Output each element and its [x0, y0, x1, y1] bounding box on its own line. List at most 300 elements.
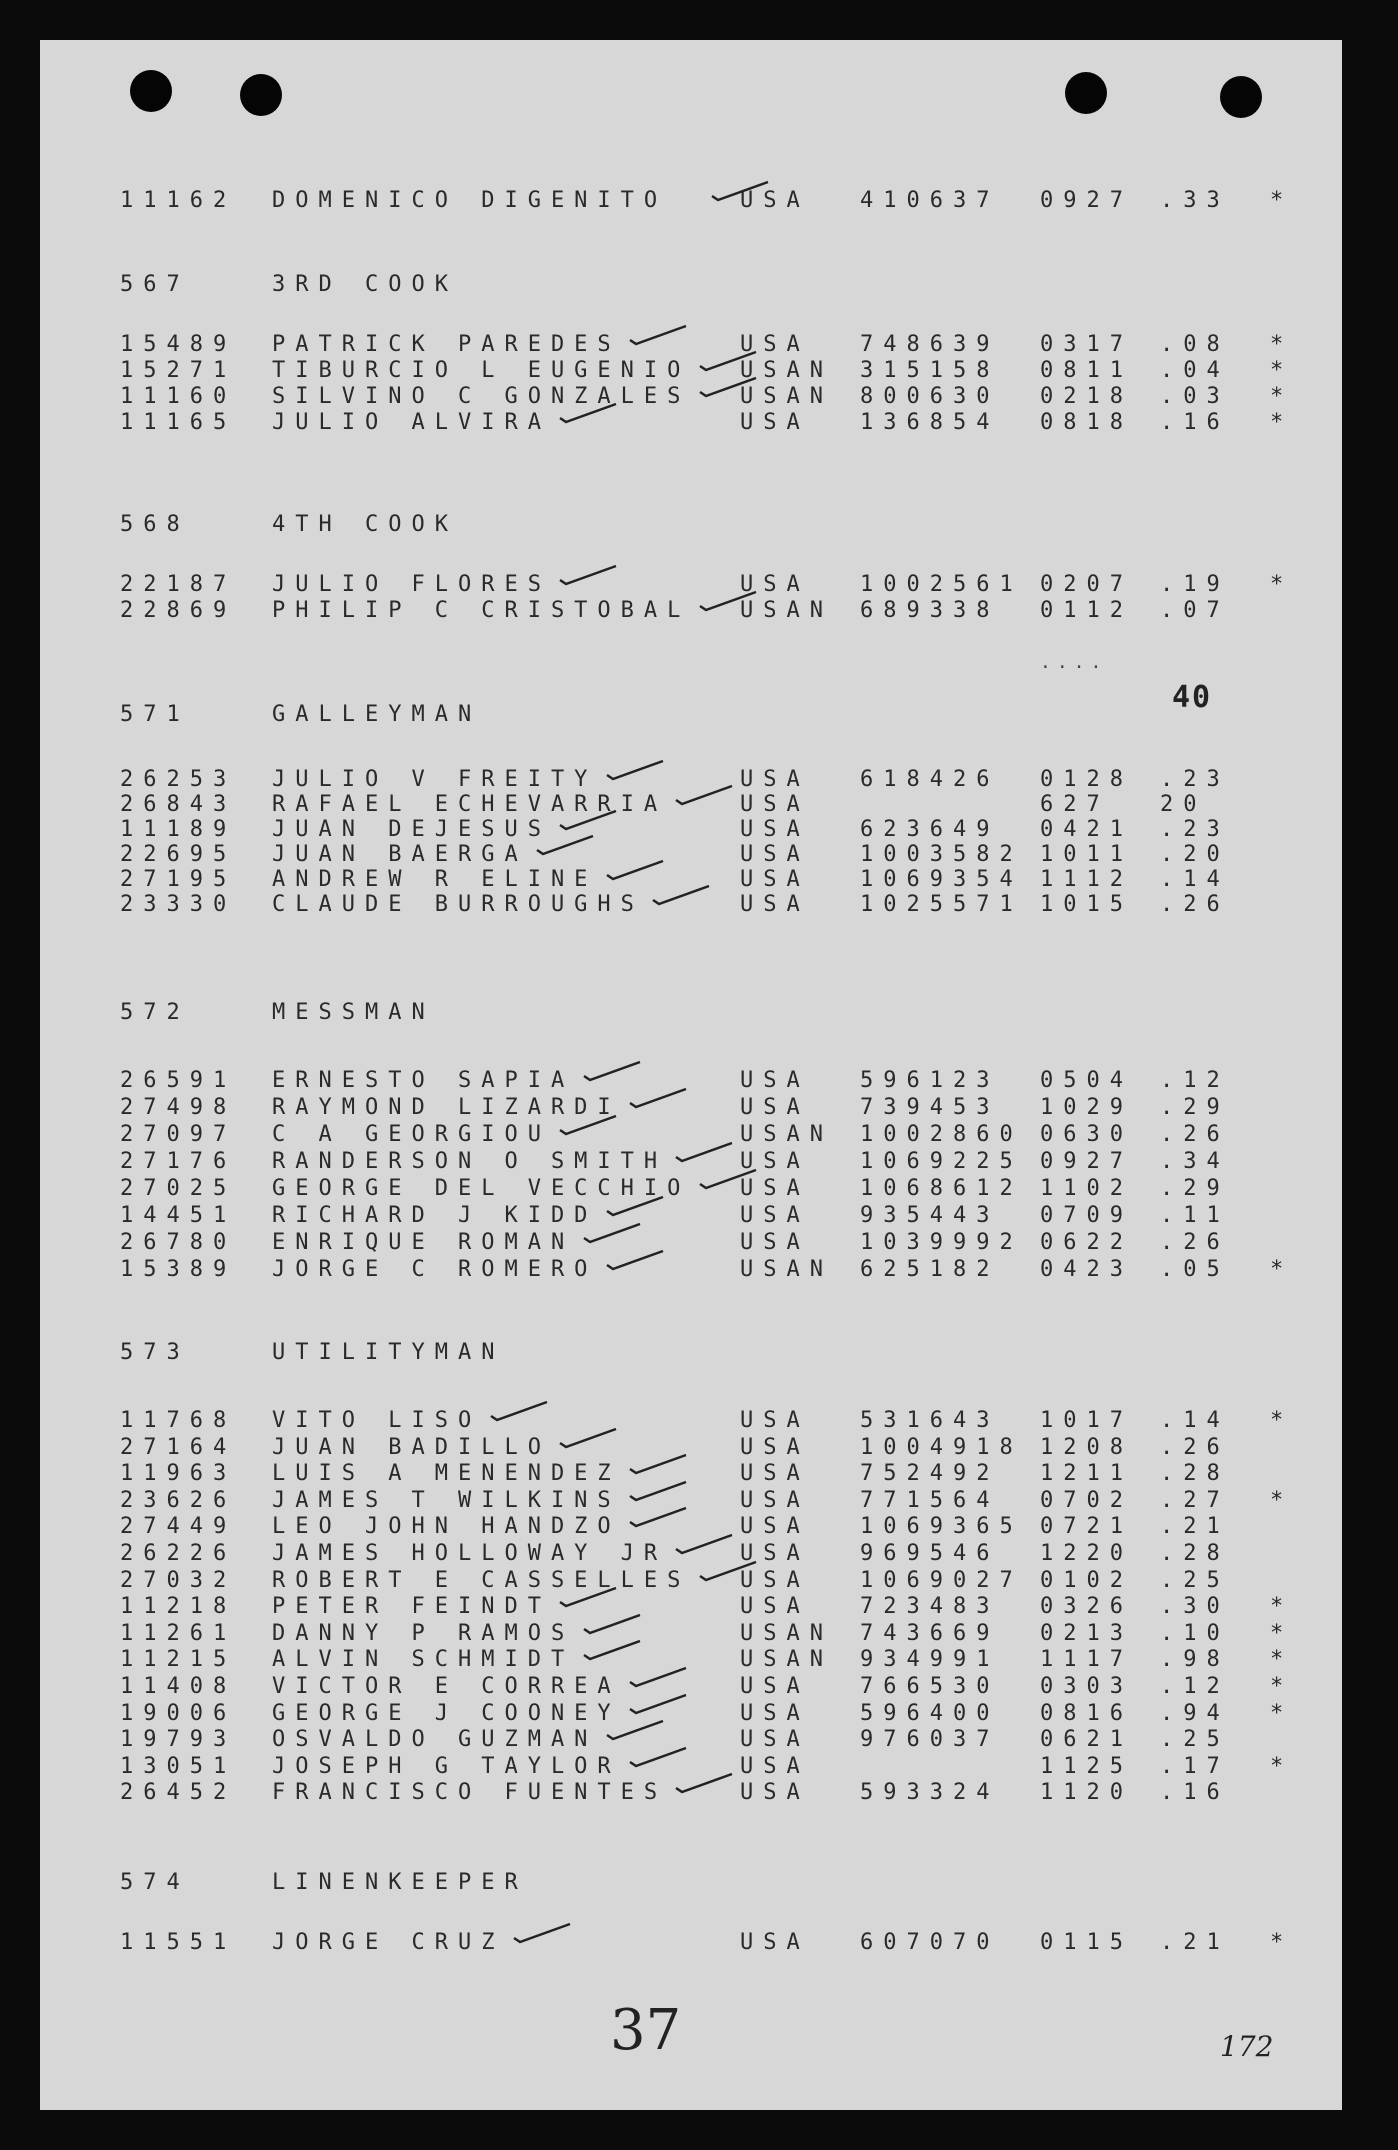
row-date: 0621: [1040, 1727, 1133, 1753]
row-cit: USA: [740, 1203, 810, 1228]
row-star: *: [1270, 1647, 1284, 1673]
row-date: 0622: [1040, 1230, 1133, 1255]
row-id: 1069225: [860, 1149, 1023, 1174]
checkmark-icon: [558, 562, 618, 586]
row-id: 1069354: [860, 867, 1023, 892]
row-id: 935443: [860, 1203, 1000, 1228]
row-name: LUIS A MENENDEZ: [272, 1461, 621, 1487]
row-id: 739453: [860, 1095, 1000, 1120]
row-star: *: [1270, 358, 1284, 383]
row-name: JUAN BADILLO: [272, 1434, 551, 1460]
row-id: 1025571: [860, 892, 1023, 917]
checkmark-icon: [628, 1744, 688, 1768]
row-name: PETER FEINDT: [272, 1594, 551, 1620]
row-id: 315158: [860, 358, 1000, 383]
row-rate: .30: [1160, 1594, 1230, 1620]
row-rate: .23: [1160, 817, 1230, 842]
row-id: 1003582: [860, 842, 1023, 867]
row-rate: .26: [1160, 892, 1230, 917]
row-id: 1069365: [860, 1514, 1023, 1540]
checkmark-icon: [651, 882, 711, 906]
row-rate: .23: [1160, 767, 1230, 792]
row-id: 1002860: [860, 1122, 1023, 1147]
checkmark-icon: [582, 1220, 642, 1244]
checkmark-icon: [605, 757, 665, 781]
row-num: 19793: [120, 1727, 237, 1753]
row-num: 27097: [120, 1122, 237, 1147]
section-title: 4TH COOK: [272, 512, 458, 537]
row-num: 26591: [120, 1068, 237, 1093]
checkmark-icon: [558, 400, 618, 424]
row-num: 11261: [120, 1620, 237, 1646]
row-rate: .21: [1160, 1514, 1230, 1540]
row-num: 15489: [120, 332, 237, 357]
row-cit: USA: [740, 1930, 810, 1955]
row-id: 934991: [860, 1647, 1000, 1673]
section-title: 3RD COOK: [272, 272, 458, 297]
checkmark-icon: [628, 322, 688, 346]
row-cit: USA: [740, 1727, 810, 1753]
row-rate: .20: [1160, 842, 1230, 867]
roster-row: [40, 332, 1342, 358]
row-date: 1102: [1040, 1176, 1133, 1201]
roster-row: [40, 1257, 1342, 1283]
roster-row: [40, 1176, 1342, 1202]
row-name: ENRIQUE ROMAN: [272, 1230, 575, 1255]
row-rate: .05: [1160, 1257, 1230, 1282]
row-id: 136854: [860, 410, 1000, 435]
row-name: OSVALDO GUZMAN: [272, 1727, 598, 1753]
checkmark-icon: [489, 1398, 549, 1422]
checkmark-icon: [628, 1664, 688, 1688]
checkmark-icon: [698, 374, 758, 398]
row-name: TIBURCIO L EUGENIO: [272, 358, 691, 383]
roster-row: [40, 1701, 1342, 1727]
section-code: 572: [120, 1000, 190, 1025]
row-num: 11408: [120, 1674, 237, 1699]
row-date: 1208: [1040, 1434, 1133, 1460]
row-date: 0317: [1040, 332, 1133, 357]
row-rate: .17: [1160, 1753, 1230, 1779]
row-name: CLAUDE BURROUGHS: [272, 892, 644, 917]
row-date: 0207: [1040, 572, 1133, 597]
row-id: 607070: [860, 1930, 1000, 1955]
row-rate: 20: [1160, 792, 1207, 817]
stamp-number: 40: [1172, 680, 1213, 715]
row-date: 1015: [1040, 892, 1133, 917]
row-cit: USA: [740, 572, 810, 597]
row-rate: .16: [1160, 410, 1230, 435]
row-name: JOSEPH G TAYLOR: [272, 1753, 621, 1779]
row-id: 531643: [860, 1408, 1000, 1433]
row-cit: USA: [740, 767, 810, 792]
row-name: ERNESTO SAPIA: [272, 1068, 575, 1093]
document-page: [40, 40, 1342, 2110]
checkmark-icon: [535, 832, 595, 856]
row-date: 0218: [1040, 384, 1133, 409]
row-name: JULIO ALVIRA: [272, 410, 551, 435]
row-cit: USA: [740, 1567, 810, 1593]
row-num: 27025: [120, 1176, 237, 1201]
row-id: 1069027: [860, 1567, 1023, 1593]
roster-row: [40, 1408, 1342, 1434]
section-title: LINENKEEPER: [272, 1870, 528, 1895]
row-cit: USAN: [740, 358, 833, 383]
row-rate: .07: [1160, 598, 1230, 623]
row-rate: .25: [1160, 1727, 1230, 1753]
row-id: 748639: [860, 332, 1000, 357]
row-num: 27176: [120, 1149, 237, 1174]
row-date: 0303: [1040, 1674, 1133, 1699]
row-rate: .28: [1160, 1461, 1230, 1487]
row-name: C A GEORGIOU: [272, 1122, 551, 1147]
row-name: DANNY P RAMOS: [272, 1620, 575, 1646]
row-id: 743669: [860, 1620, 1000, 1646]
checkmark-icon: [605, 1193, 665, 1217]
checkmark-icon: [698, 588, 758, 612]
row-star: *: [1270, 410, 1284, 435]
row-rate: .16: [1160, 1780, 1230, 1806]
row-num: 26226: [120, 1541, 237, 1566]
row-star: *: [1270, 384, 1284, 409]
row-date: 1120: [1040, 1780, 1133, 1806]
row-date: 0115: [1040, 1930, 1133, 1955]
row-star: *: [1270, 1257, 1284, 1282]
row-date: 0102: [1040, 1567, 1133, 1593]
row-name: DOMENICO DIGENITO: [272, 188, 668, 213]
row-date: 0927: [1040, 1149, 1133, 1174]
roster-row: [40, 1095, 1342, 1121]
section-header: [120, 702, 481, 727]
row-star: *: [1270, 188, 1284, 213]
section-header: [120, 272, 458, 297]
row-rate: .27: [1160, 1487, 1230, 1513]
checkmark-icon: [698, 1166, 758, 1190]
row-id: 1004918: [860, 1434, 1023, 1460]
section-code: 573: [120, 1340, 190, 1365]
row-name: JUAN BAERGA: [272, 842, 528, 867]
row-num: 14451: [120, 1203, 237, 1228]
row-num: 23626: [120, 1487, 237, 1513]
row-num: 15271: [120, 358, 237, 383]
row-id: 596123: [860, 1068, 1000, 1093]
row-num: 27195: [120, 867, 237, 892]
section-code: 568: [120, 512, 190, 537]
roster-row: [40, 1435, 1342, 1461]
row-num: 11218: [120, 1594, 237, 1620]
row-name: RANDERSON O SMITH: [272, 1149, 668, 1174]
row-rate: .08: [1160, 332, 1230, 357]
roster-row: [40, 358, 1342, 384]
row-num: 27449: [120, 1514, 237, 1540]
row-num: 11215: [120, 1647, 237, 1673]
row-num: 11551: [120, 1930, 237, 1955]
row-name: PATRICK PAREDES: [272, 332, 621, 357]
row-star: *: [1270, 1487, 1284, 1513]
row-cit: USA: [740, 892, 810, 917]
row-star: *: [1270, 1700, 1284, 1726]
checkmark-icon: [605, 1247, 665, 1271]
row-rate: .34: [1160, 1149, 1230, 1174]
row-id: 766530: [860, 1674, 1000, 1699]
row-id: 1068612: [860, 1176, 1023, 1201]
row-id: 596400: [860, 1700, 1000, 1726]
row-date: 1211: [1040, 1461, 1133, 1487]
row-cit: USA: [740, 1434, 810, 1460]
row-num: 27032: [120, 1567, 237, 1593]
row-rate: .12: [1160, 1674, 1230, 1699]
roster-row: [40, 1594, 1342, 1620]
row-date: 0818: [1040, 410, 1133, 435]
punch-hole: [1065, 72, 1107, 114]
row-star: *: [1270, 1674, 1284, 1699]
row-date: 1125: [1040, 1753, 1133, 1779]
row-cit: USA: [740, 1149, 810, 1174]
roster-row: [40, 1674, 1342, 1700]
row-rate: .98: [1160, 1647, 1230, 1673]
row-cit: USA: [740, 410, 810, 435]
checkmark-icon: [582, 1637, 642, 1661]
row-cit: USA: [740, 188, 810, 213]
row-num: 11963: [120, 1461, 237, 1487]
roster-row: [40, 572, 1342, 598]
checkmark-icon: [605, 857, 665, 881]
row-date: 1220: [1040, 1541, 1133, 1566]
row-cit: USA: [740, 332, 810, 357]
checkmark-icon: [558, 1112, 618, 1136]
row-rate: .10: [1160, 1620, 1230, 1646]
row-cit: USAN: [740, 384, 833, 409]
row-num: 11160: [120, 384, 237, 409]
checkmark-icon: [558, 807, 618, 831]
row-star: *: [1270, 332, 1284, 357]
row-rate: .26: [1160, 1434, 1230, 1460]
handwritten-corner-number: 172: [1220, 2030, 1274, 2063]
roster-row: [40, 1203, 1342, 1229]
row-cit: USA: [740, 792, 810, 817]
row-name: JAMES T WILKINS: [272, 1487, 621, 1513]
row-name: PHILIP C CRISTOBAL: [272, 598, 691, 623]
row-name: RICHARD J KIDD: [272, 1203, 598, 1228]
section-header: [120, 512, 458, 537]
roster-row: [40, 1621, 1342, 1647]
section-code: 567: [120, 272, 190, 297]
row-rate: .12: [1160, 1068, 1230, 1093]
row-id: 752492: [860, 1461, 1000, 1487]
row-date: 0128: [1040, 767, 1133, 792]
row-id: 618426: [860, 767, 1000, 792]
punch-hole: [130, 70, 172, 112]
row-star: *: [1270, 1753, 1284, 1779]
section-header: [120, 1000, 435, 1025]
section-code: 574: [120, 1870, 190, 1895]
row-id: 800630: [860, 384, 1000, 409]
row-id: 976037: [860, 1727, 1000, 1753]
section-title: UTILITYMAN: [272, 1340, 505, 1365]
row-date: 1029: [1040, 1095, 1133, 1120]
punch-hole: [240, 74, 282, 116]
row-rate: .33: [1160, 188, 1230, 213]
roster-row: [40, 1727, 1342, 1753]
roster-row: [40, 384, 1342, 410]
row-date: 627: [1040, 792, 1110, 817]
row-date: 1112: [1040, 867, 1133, 892]
row-id: 1039992: [860, 1230, 1023, 1255]
row-date: 1011: [1040, 842, 1133, 867]
row-id: 689338: [860, 598, 1000, 623]
row-cit: USA: [740, 1095, 810, 1120]
row-date: 0702: [1040, 1487, 1133, 1513]
row-id: 723483: [860, 1594, 1000, 1620]
row-rate: .29: [1160, 1095, 1230, 1120]
checkmark-icon: [558, 1425, 618, 1449]
row-rate: .03: [1160, 384, 1230, 409]
checkmark-icon: [582, 1058, 642, 1082]
handwritten-page-number: 37: [610, 1998, 682, 2063]
section-header: [120, 1870, 528, 1895]
roster-row: [40, 1230, 1342, 1256]
row-id: 410637: [860, 188, 1000, 213]
row-rate: .25: [1160, 1567, 1230, 1593]
checkmark-icon: [698, 348, 758, 372]
row-cit: USAN: [740, 1257, 833, 1282]
checkmark-icon: [674, 1139, 734, 1163]
section-title: MESSMAN: [272, 1000, 435, 1025]
row-num: 19006: [120, 1700, 237, 1726]
row-cit: USA: [740, 1753, 810, 1779]
row-date: 0213: [1040, 1620, 1133, 1646]
row-cit: USA: [740, 1068, 810, 1093]
row-date: 0709: [1040, 1203, 1133, 1228]
checkmark-icon: [628, 1478, 688, 1502]
row-date: 0112: [1040, 598, 1133, 623]
row-star: *: [1270, 572, 1284, 597]
row-date: 0816: [1040, 1700, 1133, 1726]
row-star: *: [1270, 1930, 1284, 1955]
row-id: 593324: [860, 1780, 1000, 1806]
roster-row: [40, 842, 1342, 868]
row-date: 0421: [1040, 817, 1133, 842]
row-cit: USA: [740, 1541, 810, 1566]
row-rate: .19: [1160, 572, 1230, 597]
row-id: 623649: [860, 817, 1000, 842]
roster-row: [40, 1647, 1342, 1673]
row-num: 11162: [120, 188, 237, 213]
row-name: JORGE CRUZ: [272, 1930, 505, 1955]
row-date: 0423: [1040, 1257, 1133, 1282]
row-cit: USA: [740, 1176, 810, 1201]
row-cit: USAN: [740, 1122, 833, 1147]
row-num: 26843: [120, 792, 237, 817]
checkmark-icon: [674, 1531, 734, 1555]
row-star: *: [1270, 1594, 1284, 1620]
row-num: 22695: [120, 842, 237, 867]
row-num: 11165: [120, 410, 237, 435]
row-name: VICTOR E CORREA: [272, 1674, 621, 1699]
row-id: 771564: [860, 1487, 1000, 1513]
row-name: JULIO FLORES: [272, 572, 551, 597]
row-name: JAMES HOLLOWAY JR: [272, 1541, 668, 1566]
roster-row: [40, 188, 1342, 214]
row-name: VITO LISO: [272, 1408, 482, 1433]
row-rate: .26: [1160, 1230, 1230, 1255]
row-num: 11768: [120, 1408, 237, 1433]
row-name: JULIO V FREITY: [272, 767, 598, 792]
row-cit: USA: [740, 1594, 810, 1620]
row-cit: USA: [740, 1700, 810, 1726]
row-id: 969546: [860, 1541, 1000, 1566]
row-name: RAYMOND LIZARDI: [272, 1095, 621, 1120]
row-num: 27164: [120, 1434, 237, 1460]
section-header: [120, 1340, 504, 1365]
row-num: 27498: [120, 1095, 237, 1120]
row-cit: USA: [740, 842, 810, 867]
row-num: 11189: [120, 817, 237, 842]
row-name: GEORGE DEL VECCHIO: [272, 1176, 691, 1201]
punch-hole: [1220, 76, 1262, 118]
row-date: 0927: [1040, 188, 1133, 213]
row-cit: USAN: [740, 598, 833, 623]
roster-row: [40, 1068, 1342, 1094]
row-rate: .28: [1160, 1541, 1230, 1566]
row-num: 23330: [120, 892, 237, 917]
row-star: *: [1270, 1620, 1284, 1646]
row-name: ANDREW R ELINE: [272, 867, 598, 892]
row-rate: .29: [1160, 1176, 1230, 1201]
row-cit: USA: [740, 867, 810, 892]
row-num: 22869: [120, 598, 237, 623]
roster-row: [40, 1488, 1342, 1514]
row-date: 1117: [1040, 1647, 1133, 1673]
row-name: RAFAEL ECHEVARRIA: [272, 792, 668, 817]
row-num: 13051: [120, 1753, 237, 1779]
row-cit: USA: [740, 1674, 810, 1699]
row-date: 0630: [1040, 1122, 1133, 1147]
checkmark-icon: [628, 1451, 688, 1475]
checkmark-icon: [605, 1717, 665, 1741]
row-cit: USAN: [740, 1647, 833, 1673]
row-cit: USA: [740, 1461, 810, 1487]
row-num: 26780: [120, 1230, 237, 1255]
section-code: 571: [120, 702, 190, 727]
row-date: 0811: [1040, 358, 1133, 383]
roster-row: [40, 1568, 1342, 1594]
row-name: SILVINO C GONZALES: [272, 384, 691, 409]
row-id: 1002561: [860, 572, 1023, 597]
row-num: 26452: [120, 1780, 237, 1806]
row-star: *: [1270, 1408, 1284, 1433]
row-rate: .04: [1160, 358, 1230, 383]
row-rate: .94: [1160, 1700, 1230, 1726]
checkmark-icon: [710, 178, 770, 202]
row-date: 1017: [1040, 1408, 1133, 1433]
row-date: 0326: [1040, 1594, 1133, 1620]
row-rate: .11: [1160, 1203, 1230, 1228]
checkmark-icon: [558, 1584, 618, 1608]
row-date: 0721: [1040, 1514, 1133, 1540]
dotted-mark: ....: [1040, 652, 1108, 673]
roster-row: [40, 1930, 1342, 1956]
row-name: JORGE C ROMERO: [272, 1257, 598, 1282]
row-name: FRANCISCO FUENTES: [272, 1780, 668, 1806]
roster-row: [40, 598, 1342, 624]
row-num: 26253: [120, 767, 237, 792]
row-name: GEORGE J COONEY: [272, 1700, 621, 1726]
row-name: ROBERT E CASSELLES: [272, 1567, 691, 1593]
row-rate: .14: [1160, 867, 1230, 892]
checkmark-icon: [628, 1504, 688, 1528]
row-name: ALVIN SCHMIDT: [272, 1647, 575, 1673]
